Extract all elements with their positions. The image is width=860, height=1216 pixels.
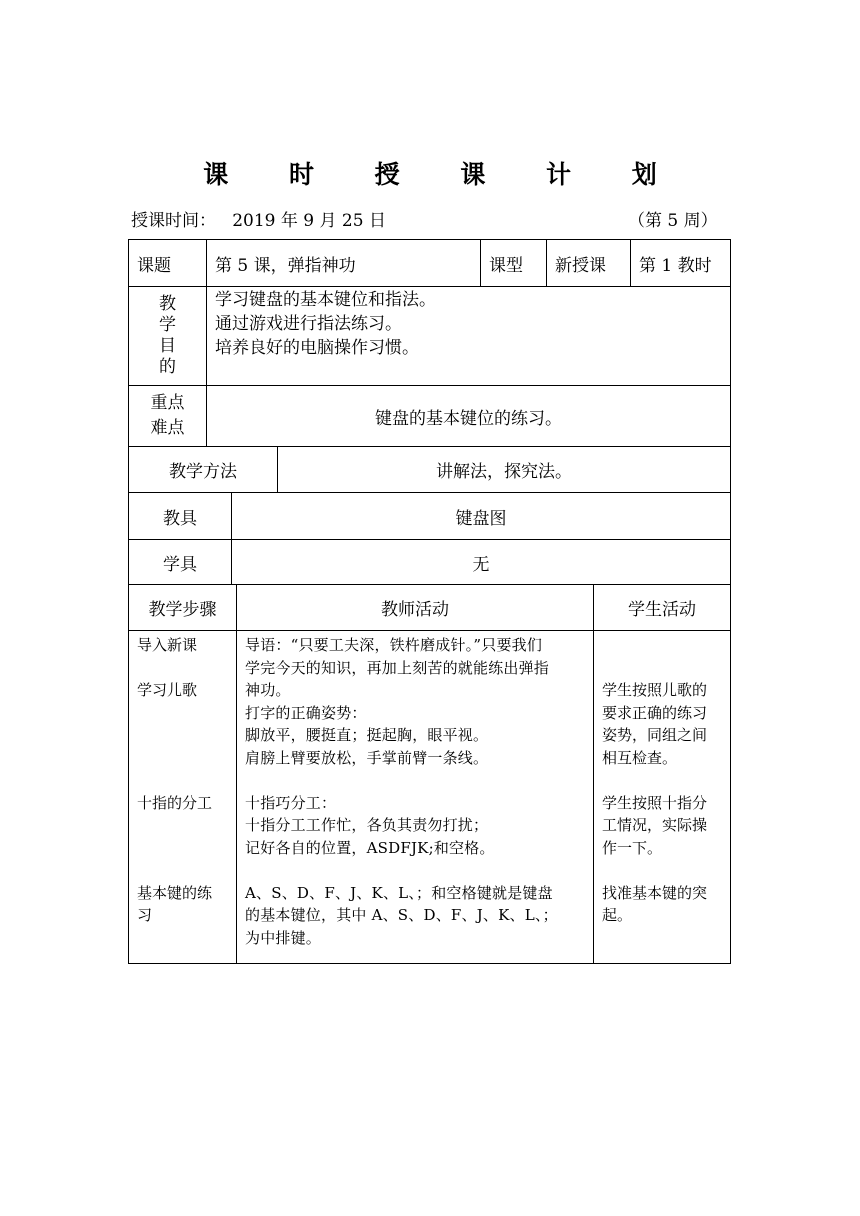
objectives-row [129,287,730,386]
teacher-line: 的基本键位，其中 A、S、D、F、J、K、L、； [245,906,558,924]
topic-label: 课题 [129,240,207,286]
objective-line: 学习键盘的基本键位和指法。 [215,290,436,310]
focus-value: 键盘的基本键位的练习。 [375,408,562,429]
objectives-content [207,287,730,385]
topic-value: 第 5 课，弹指神功 [207,240,481,286]
teacher-line: 学完今天的知识，再加上刻苦的就能练出弹指 [245,658,550,677]
objective-line: 通过游戏进行指法练习。 [215,314,402,334]
date-label: 授课时间： [131,211,216,231]
method-row [129,447,730,493]
student-tools-row [129,540,730,585]
teacher-line: 神功。 [245,681,291,699]
teacher-line: 肩膀上臂要放松，手掌前臂一条线。 [245,748,489,767]
student-line: 起。 [602,906,633,924]
method-label: 教学方法 [129,447,278,492]
teacher-tools-value: 键盘图 [455,508,507,529]
steps-header: 教学步骤 [129,585,237,630]
step-label: 十指的分工 [137,793,213,812]
teacher-line: 为中排键。 [245,928,322,947]
student-line: 相互检查。 [602,748,678,767]
step-label: 习 [137,906,153,924]
teacher-activity-column [237,631,594,963]
steps-column [129,631,237,963]
focus-label-line: 重点 [150,393,185,413]
type-label: 课型 [481,240,547,286]
teacher-line: 脚放平，腰挺直；挺起胸，眼平视。 [245,726,489,744]
teacher-line: A、S、D、F、J、K、L、；和空格键就是键盘 [245,883,553,902]
objective-line: 培养良好的电脑操作习惯。 [215,338,419,358]
objectives-label-char: 目 [159,336,176,356]
date-line [131,206,386,231]
teacher-tools-row [129,493,730,540]
teacher-line: 导语：“只要工夫深，铁杵磨成针。”只要我们 [245,636,543,654]
page-title: 课 时 授 课 计 划 [203,160,683,189]
objectives-label-char: 教 [159,294,176,314]
date-value: 2019 年 9 月 25 日 [232,211,386,231]
objectives-label [129,287,207,385]
objectives-label-char: 的 [159,357,176,377]
student-line: 要求正确的练习 [602,703,708,722]
week-label: （第 5 周） [628,211,718,231]
student-line: 姿势，同组之间 [602,726,708,744]
steps-content-row [129,631,730,963]
method-value: 讲解法，探究法。 [436,462,572,482]
teacher-line: 十指巧分工： [245,793,337,812]
objectives-label-char: 学 [159,315,176,335]
student-line: 找准基本键的突 [602,883,708,902]
student-tools-label: 学具 [129,540,232,584]
teacher-line: 记好各自的位置，ASDFJK;和空格。 [245,838,495,857]
student-activity-header: 学生活动 [628,600,696,620]
step-label: 导入新课 [137,636,198,654]
student-line: 学生按照十指分 [602,793,708,812]
step-label: 学习儿歌 [137,681,198,699]
teacher-tools-label: 教具 [129,493,232,539]
teacher-line: 十指分工工作忙，各负其责勿打扰； [245,816,489,834]
topic-row [129,240,730,287]
student-tools-value: 无 [472,554,490,575]
student-activity-column [594,631,730,963]
steps-header-row [129,585,730,631]
type-value: 新授课 [547,240,631,286]
period-value: 第 1 教时 [639,255,712,276]
focus-label [129,386,207,446]
step-label: 基本键的练 [137,883,213,902]
student-line: 学生按照儿歌的 [602,681,708,699]
lesson-plan-table [128,239,731,964]
student-line: 工情况，实际操 [602,816,708,834]
student-line: 作一下。 [602,838,663,857]
focus-row [129,386,730,447]
teacher-activity-header: 教师活动 [237,585,594,630]
focus-label-line: 难点 [150,418,185,438]
teacher-line: 打字的正确姿势： [245,703,367,722]
